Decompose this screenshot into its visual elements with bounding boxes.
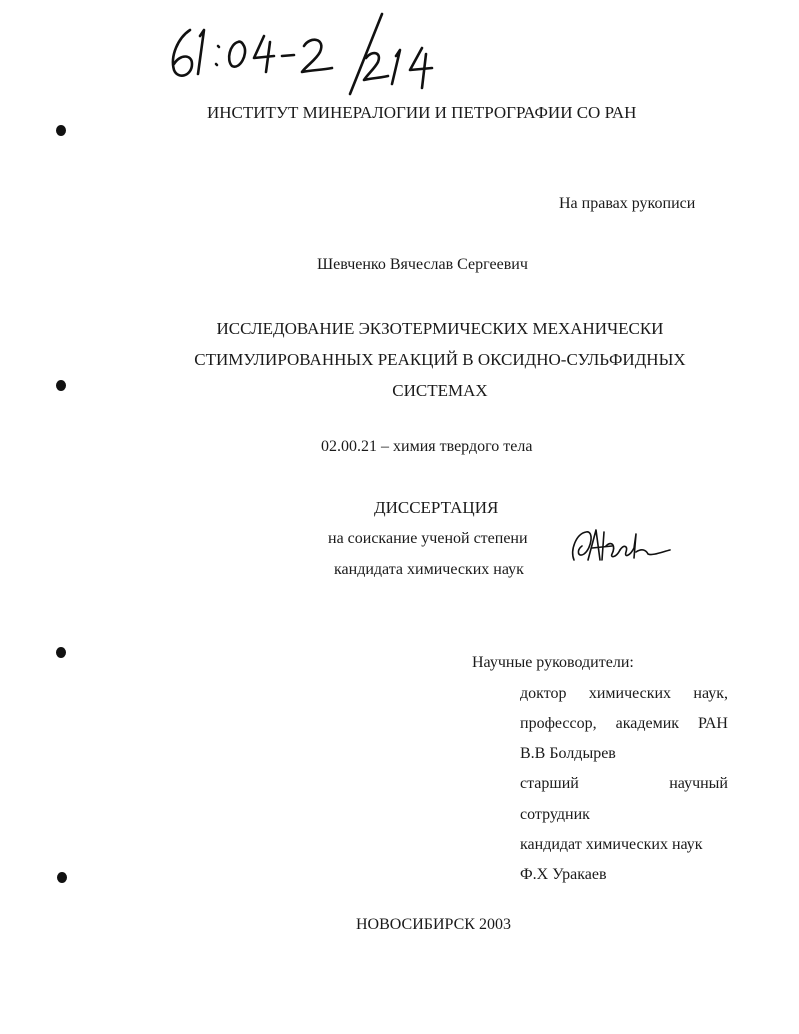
word: академик xyxy=(615,715,680,732)
supervisor-1-name: В.В Болдырев xyxy=(520,745,616,762)
word: научный xyxy=(669,775,728,792)
institute-name: ИНСТИТУТ МИНЕРАЛОГИИ И ПЕТРОГРАФИИ СО РАН xyxy=(207,103,637,122)
handwriting-strokes xyxy=(160,8,440,103)
word: наук, xyxy=(693,685,728,702)
supervisor-2-name: Ф.Х Уракаев xyxy=(520,866,607,883)
margin-dot xyxy=(57,872,67,883)
supervisor-2-position-cont: сотрудник xyxy=(520,806,590,823)
word: доктор xyxy=(520,685,567,702)
margin-dot xyxy=(56,380,66,391)
dissertation-heading: ДИССЕРТАЦИЯ xyxy=(374,498,499,517)
signature xyxy=(566,520,676,570)
supervisor-2-degree: кандидат химических наук xyxy=(520,836,703,853)
handwritten-archive-number xyxy=(160,8,440,103)
title-line: СТИМУЛИРОВАННЫХ РЕАКЦИЙ В ОКСИДНО-СУЛЬФИДНЫХ xyxy=(194,350,686,369)
supervisor-1-title xyxy=(520,715,728,733)
title-line: ИССЛЕДОВАНИЕ ЭКЗОТЕРМИЧЕСКИХ МЕХАНИЧЕСКИ xyxy=(216,319,664,338)
word: РАН xyxy=(698,715,728,732)
place-year: НОВОСИБИРСК 2003 xyxy=(356,916,511,933)
degree-line: кандидата химических наук xyxy=(334,561,524,578)
title-line: СИСТЕМАХ xyxy=(392,381,488,400)
rights-note: На правах рукописи xyxy=(559,195,696,212)
word: профессор, xyxy=(520,715,597,732)
specialty-code: 02.00.21 – химия твердого тела xyxy=(321,438,533,455)
author-name: Шевченко Вячеслав Сергеевич xyxy=(317,256,528,273)
word: химических xyxy=(588,685,672,702)
supervisor-2-position xyxy=(520,775,728,793)
supervisors-heading: Научные руководители: xyxy=(472,654,634,671)
supervisor-1-degree xyxy=(520,685,728,703)
margin-dot xyxy=(56,125,66,136)
dissertation-title xyxy=(150,313,730,406)
word: старший xyxy=(520,775,579,792)
margin-dot xyxy=(56,647,66,658)
degree-line: на соискание ученой степени xyxy=(328,530,528,547)
